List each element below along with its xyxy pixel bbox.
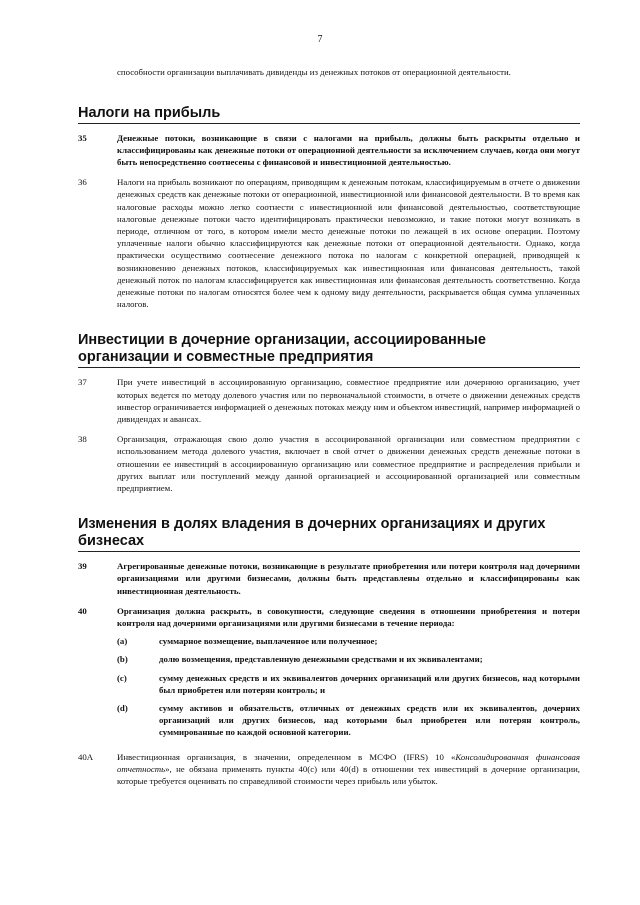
paragraph-number: 35 (78, 132, 87, 143)
paragraph-number: 39 (78, 561, 87, 572)
paragraph-number: 37 (78, 377, 87, 388)
paragraph-number: 40 (78, 605, 87, 616)
paragraph-text: Денежные потоки, возникающие в связи с налогами на прибыль, должны быть раскрыты отдельно и классифицированы как денежные потоки от операционной деятельности за исключением случаев, когда они могут быть непосредственно соотнесены с финансовой и инвестиционной деятельностью. (117, 132, 580, 167)
list-item (117, 653, 580, 665)
list-item (117, 702, 580, 739)
section-heading-income-taxes: Налоги на прибыль (78, 105, 580, 124)
paragraph-text: Агрегированные денежные потоки, возникающие в результате приобретения или потери контроля над дочерними организациями или другими бизнесами, должны быть представлены отдельно и классифицированы как инвестиционная деятельность. (117, 561, 580, 596)
paragraph-40a (78, 751, 580, 788)
paragraph-text: При учете инвестиций в ассоциированную организацию, совместное предприятие или дочернюю организацию, учет которых ведется по методу долевого участия или по первоначальной стоимости, в отчете о движении денежных средств инвестор ограничивается информацией о денежных потоках между ним и объектом инвестиций, например информацией о дивидендах и авансах. (117, 377, 580, 424)
paragraph-number: 36 (78, 177, 87, 188)
list-item (117, 635, 580, 647)
paragraph-37 (78, 376, 580, 425)
paragraph-40 (78, 605, 580, 743)
standard-title: Консолидированная финансовая отчетность (117, 751, 580, 774)
paragraph-number: 40A (78, 751, 94, 762)
paragraph-35 (78, 132, 580, 169)
paragraph-text: Организация должна раскрыть, в совокупности, следующие сведения в отношении приобретения и потери контроля над дочерними организациями или другими бизнесами в течение периода: (117, 605, 580, 628)
paragraph-text: Организация, отражающая свою долю участия в ассоциированной организации или совместном предприятии с использованием метода долевого участия, включает в свой отчет о движении денежных средств денежные потоки в отношении ее инвестиций в ассоциированную организацию или совместное предприятие и распределения прибыли и других выплат или поступлений между данной организацией и ассоциированной организацией или совместным предприятием. (117, 434, 580, 493)
paragraph-text: Налоги на прибыль возникают по операциям, приводящим к денежным потокам, классифицируемым в отчете о движении денежных средств как денежные потоки от операционной, инвестиционной или финансовой деятельности. В то время как налоговые расходы можно легко соотнести с инвестиционной или финансовой деятельностью, соответствующие налоговые денежные потоки часто идентифицировать практически невозможно, и такие потоки могут возникать в периоде, отличном от того, в котором имели место денежные потоки по лежащей в их основе операции. Поэтому уплаченные налоги обычно классифицируются как денежные потоки от операционной деятельности. Однако, когда практически осуществимо соотнесение денежного потока по налогам с конкретной операцией, приводящей к возникновению денежных потоков, классифицируемых как инвестиционная или финансовая деятельность, такой денежный поток по налогам классифицируется как инвестиционная или финансовая деятельность соответственно. Когда денежные потоки по налогам относятся более чем к одному виду деятельности, раскрывается общая сумма уплаченных налогов. (117, 177, 580, 310)
paragraph-text (117, 751, 580, 788)
paragraph-text-start: Инвестиционная организация, в значении, определенном в МСФО (IFRS) 10 « (117, 751, 456, 762)
paragraph-36 (78, 176, 580, 310)
paragraph-number: 38 (78, 434, 87, 445)
list-item-text: сумму денежных средств и их эквивалентов дочерних организаций или других бизнесов, над которыми был приобретен или потерян контроль; и (159, 672, 580, 695)
list-item-letter: (b) (117, 654, 128, 665)
paragraph-38 (78, 433, 580, 494)
disclosure-list (117, 635, 580, 738)
paragraph-text-end: », не обязана применять пункты 40(с) или 40(d) в отношении тех инвестиций в дочерние организации, которые требуется оценивать по справедливой стоимости через прибыль или убыток. (117, 763, 580, 787)
paragraph-39 (78, 560, 580, 597)
list-item-text: долю возмещения, представленную денежными средствами и их эквивалентами; (159, 654, 483, 665)
paragraph-body (117, 605, 580, 743)
section-heading-ownership-changes: Изменения в долях владения в дочерних организациях и других бизнесах (78, 516, 580, 552)
list-item (117, 672, 580, 696)
list-item-text: суммарное возмещение, выплаченное или полученное; (159, 636, 378, 647)
page-content (72, 66, 580, 795)
list-item-letter: (a) (117, 636, 128, 647)
intro-paragraph: способности организации выплачивать дивиденды из денежных потоков от операционной деятельности. (117, 67, 511, 77)
section-heading-investments: Инвестиции в дочерние организации, ассоциированные организации и совместные предприятия (78, 332, 580, 368)
list-item-letter: (c) (117, 672, 127, 683)
list-item-text: сумму активов и обязательств, отличных от денежных средств или их эквивалентов, дочерних организаций или других бизнесов, над которыми был приобретен или потерян контроль, суммированные по каждой основной категории. (159, 703, 580, 738)
page-number: 7 (317, 34, 323, 45)
list-item-letter: (d) (117, 703, 128, 713)
